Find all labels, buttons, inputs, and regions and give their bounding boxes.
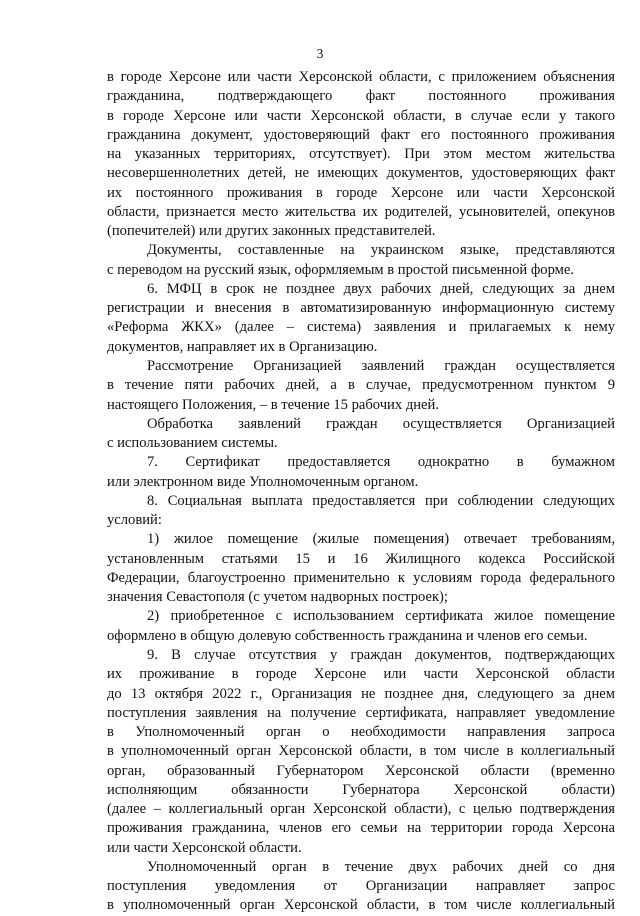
text-line: Рассмотрение Организацией заявлений граждан осуществляется: [147, 357, 615, 374]
text-line: Федерации, благоустроенно применительно к условиям города федерального: [107, 569, 615, 586]
text-line: гражданина документ, удостоверяющий факт его постоянного проживания: [107, 126, 615, 143]
text-line: Уполномоченный орган в течение двух рабочих дней со дня: [147, 858, 615, 875]
text-line: 8. Социальная выплата предоставляется при соблюдении следующих: [147, 492, 615, 509]
text-line: поступления уведомления от Организации направляет запрос: [107, 878, 615, 895]
text-line: их проживание в городе Херсоне или части Херсонской области: [107, 666, 615, 683]
text-line: орган, образованный Губернатором Херсонской области (временно: [107, 762, 615, 779]
text-line: 7. Сертификат предоставляется однократно в бумажном: [147, 454, 615, 471]
text-line: установленным статьями 15 и 16 Жилищного кодекса Российской: [107, 550, 615, 567]
text-line: с переводом на русский язык, оформляемым в простой письменной форме.: [107, 261, 575, 278]
text-line: (далее – коллегиальный орган Херсонской области), с целью подтверждения: [107, 801, 615, 818]
text-line: их постоянного проживания в городе Херсоне или части Херсонской: [107, 184, 615, 201]
document-body: [107, 68, 615, 916]
text-line: Обработка заявлений граждан осуществляется Организацией: [147, 415, 615, 432]
text-line: регистрации и внесения в автоматизированную информационную систему: [107, 300, 615, 317]
text-line: в уполномоченный орган Херсонской области, в том числе в коллегиальный: [107, 743, 615, 760]
text-line: условий:: [107, 512, 162, 529]
text-line: поступления заявления на получение сертификата, направляет уведомление: [107, 704, 615, 721]
page-number: 3: [316, 46, 324, 61]
text-line: 9. В случае отсутствия у граждан документов, подтверждающих: [147, 646, 615, 663]
text-line: на указанных территориях, отсутствует). При этом местом жительства: [107, 146, 615, 163]
text-line: в уполномоченный орган Херсонской области, в том числе коллегиальный: [107, 897, 615, 914]
text-line: настоящего Положения, – в течение 15 рабочих дней.: [107, 396, 439, 413]
text-line: проживания гражданина, членов его семьи на территории города Херсона: [107, 820, 615, 837]
text-line: оформлено в общую долевую собственность гражданина и членов его семьи.: [107, 627, 588, 644]
text-line: с использованием системы.: [107, 435, 278, 452]
text-line: «Реформа ЖКХ» (далее – система) заявления и прилагаемых к нему: [107, 319, 615, 336]
text-line: в течение пяти рабочих дней, а в случае, предусмотренном пунктом 9: [107, 377, 615, 394]
text-line: исполняющим обязанности Губернатора Херсонской области): [107, 781, 615, 798]
text-line: или электронном виде Уполномоченным органом.: [107, 473, 419, 490]
text-line: до 13 октября 2022 г., Организация не позднее дня, следующего за днем: [107, 685, 615, 702]
text-line: в городе Херсоне или части Херсонской области, в случае если у такого: [107, 107, 615, 124]
text-line: Документы, составленные на украинском языке, представляются: [147, 242, 615, 259]
text-line: области, признается место жительства их родителей, усыновителей, опекунов: [107, 203, 615, 220]
text-line: 1) жилое помещение (жилые помещения) отвечает требованиям,: [147, 531, 615, 548]
text-line: значения Севастополя (с учетом надворных построек);: [107, 589, 448, 606]
text-line: 6. МФЦ в срок не позднее двух рабочих дней, следующих за днем: [147, 280, 615, 297]
text-line: в Уполномоченный орган о необходимости направления запроса: [107, 724, 615, 741]
text-line: гражданина, подтверждающего факт постоянного проживания: [107, 88, 615, 105]
text-line: в городе Херсоне или части Херсонской области, с приложением объяснения: [107, 69, 615, 85]
text-line: (попечителей) или других законных представителей.: [107, 223, 436, 240]
text-line: или части Херсонской области.: [107, 839, 302, 856]
text-line: несовершеннолетних детей, не имеющих документов, удостоверяющих факт: [107, 165, 615, 182]
text-line: 2) приобретенное с использованием сертификата жилое помещение: [147, 608, 615, 625]
text-line: документов, направляет их в Организацию.: [107, 338, 378, 355]
